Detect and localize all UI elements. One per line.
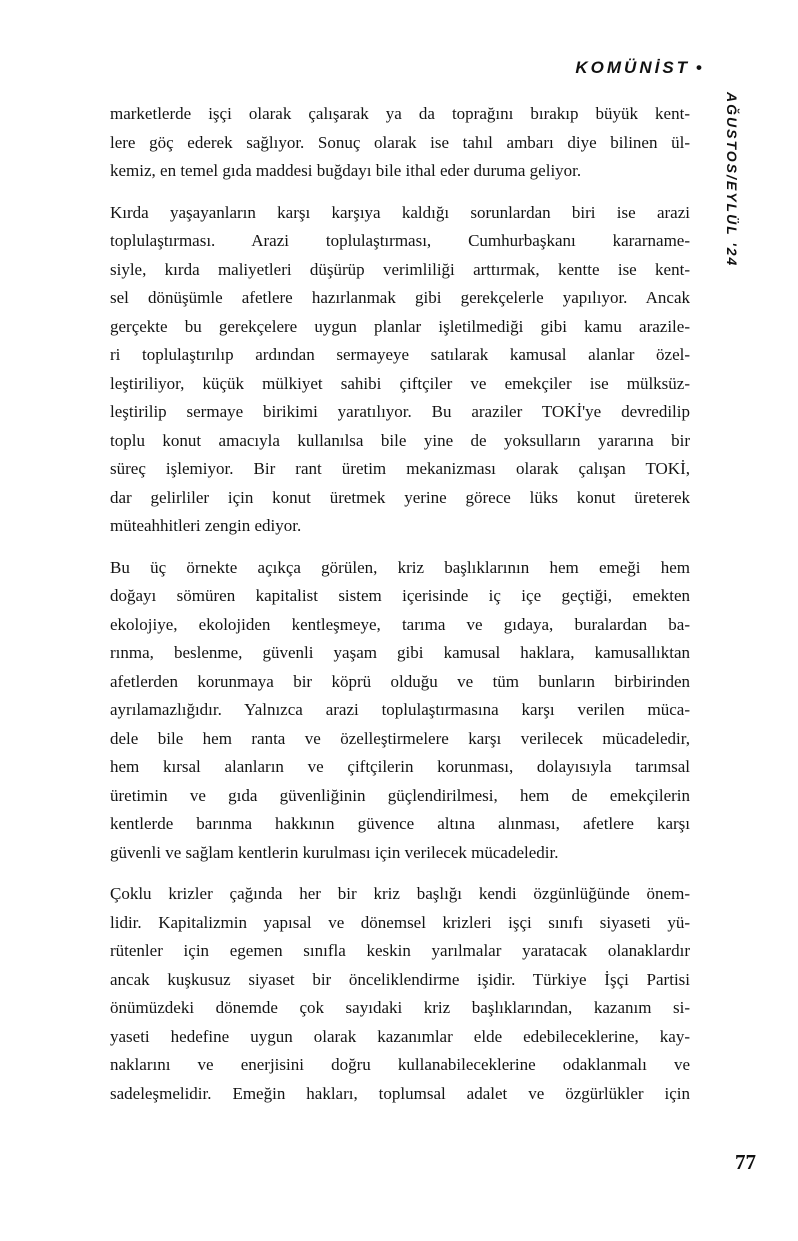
journal-title — [575, 58, 702, 78]
journal-title-text: KOMÜNİST — [575, 58, 691, 77]
text-line: ekolojiye, ekolojiden kentleşmeye, tarıma ve gıdaya, buralardan ba- — [110, 614, 690, 634]
text-line: lidir. Kapitalizmin yapısal ve dönemsel krizleri işçi sınıfı siyaseti yü- — [110, 912, 690, 932]
text-line: önümüzdeki dönemde çok sayıdaki kriz başlıklarından, kazanım si- — [110, 998, 690, 1017]
text-line: süreç işlemiyor. Bir rant üretim mekanizması olarak çalışan TOKİ, — [110, 459, 690, 478]
page-number: 77 — [735, 1150, 756, 1174]
text-line: Çoklu krizler çağında her bir kriz başlığı kendi özgünlüğünde önem- — [110, 884, 690, 903]
issue-date-vertical: AĞUSTOS/EYLÜL '24 — [724, 92, 740, 268]
text-line: lere göç ederek sağlıyor. Sonuç olarak ise tahıl ambarı diye bilinen ül- — [110, 132, 690, 152]
text-line: siyle, kırda maliyetleri düşürüp verimliliği arttırmak, kentte ise kent- — [110, 259, 690, 279]
text-line: marketlerde işçi olarak çalışarak ya da toprağını bırakıp büyük kent- — [110, 104, 690, 123]
paragraph — [110, 199, 690, 541]
text-line: dar gelirliler için konut üretmek yerine görece lüks konut üreterek — [110, 487, 690, 507]
journal-title-bullet: • — [696, 58, 702, 77]
text-line: rınma, beslenme, güvenli yaşam gibi kamusal haklara, kamusallıktan — [110, 643, 690, 662]
text-line: güvenli ve sağlam kentlerin kurulması için verilecek mücadeledir. — [110, 842, 559, 862]
text-line: dele bile hem ranta ve özelleştirmelere karşı verilecek mücadeledir, — [110, 728, 690, 748]
text-line: kentlerde barınma hakkının güvence altına alınması, afetlere karşı — [110, 814, 690, 833]
text-line: toplulaştırması. Arazi toplulaştırması, Cumhurbaşkanı kararname- — [110, 231, 690, 250]
text-line: ri toplulaştırılıp ardından sermayeye satılarak kamusal alanlar özel- — [110, 345, 690, 364]
text-line: ayrılamazlığıdır. Yalnızca arazi toplulaştırmasına karşı verilen müca- — [110, 700, 690, 719]
paragraph — [110, 880, 690, 1108]
text-line: hem kırsal alanların ve çiftçilerin korunması, dolayısıyla tarımsal — [110, 757, 690, 776]
paragraph — [110, 100, 690, 186]
text-line: üretimin ve gıda güvenliğinin güçlendirilmesi, hem de emekçilerin — [110, 785, 690, 805]
text-line: rütenler için egemen sınıfla keskin yarılmalar yaratacak olanaklardır — [110, 941, 690, 960]
text-line: gerçekte bu gerekçelere uygun planlar işletilmediği gibi kamu arazile- — [110, 316, 690, 336]
paragraph — [110, 554, 690, 868]
body-text — [110, 100, 690, 1108]
text-line: sadeleşmelidir. Emeğin hakları, toplumsal adalet ve özgürlükler için — [110, 1083, 690, 1103]
text-line: doğayı sömüren kapitalist sistem içerisinde iç içe geçtiği, emekten — [110, 586, 690, 605]
text-line: yaseti hedefine uygun olarak kazanımlar elde edebileceklerine, kay- — [110, 1026, 690, 1046]
text-line: naklarını ve enerjisini doğru kullanabileceklerine odaklanmalı ve — [110, 1055, 690, 1074]
text-line: Kırda yaşayanların karşı karşıya kaldığı sorunlardan biri ise arazi — [110, 202, 690, 222]
text-line: leştirilip sermaye birikimi yaratılıyor. Bu araziler TOKİ'ye devredilip — [110, 402, 690, 421]
text-line: ancak kuşkusuz siyaset bir önceliklendirme işidir. Türkiye İşçi Partisi — [110, 969, 690, 989]
text-line: müteahhitleri zengin ediyor. — [110, 516, 302, 535]
text-line: leştiriliyor, küçük mülkiyet sahibi çiftçiler ve emekçiler ise mülksüz- — [110, 373, 690, 393]
text-line: afetlerden korunmaya bir köprü olduğu ve tüm bunların birbirinden — [110, 671, 690, 691]
text-line: Bu üç örnekte açıkça görülen, kriz başlıklarının hem emeği hem — [110, 557, 690, 577]
text-line: sel dönüşümle afetlere hazırlanmak gibi gerekçelerle yapılıyor. Ancak — [110, 288, 690, 307]
text-line: kemiz, en temel gıda maddesi buğdayı bile ithal eder duruma geliyor. — [110, 161, 582, 180]
text-line: toplu konut amacıyla kullanılsa bile yine de yoksulların yararına bir — [110, 430, 690, 450]
